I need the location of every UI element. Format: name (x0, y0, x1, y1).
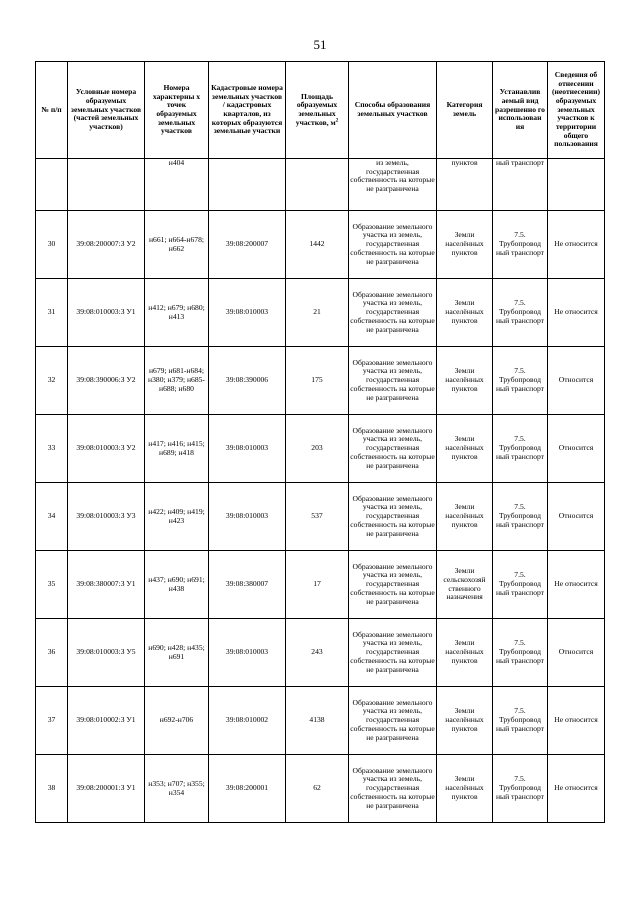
page-number: 51 (313, 37, 327, 52)
cell-permitted-use: 7.5. Трубопровод ный транспорт (493, 279, 548, 347)
header-area-superscript: 2 (335, 118, 339, 124)
cell-point-numbers: н437; н690; н691; н438 (145, 551, 209, 619)
cell-conditional-number (68, 159, 145, 211)
cell-land-category: Земли населённых пунктов (437, 211, 493, 279)
cell-cadastral-number: 39:08:010003 (209, 619, 286, 687)
cell-land-category: Земли сельскохозяй ственного назначения (437, 551, 493, 619)
cell-point-numbers: н690; н428; н435; н691 (145, 619, 209, 687)
cell-permitted-use: 7.5. Трубопровод ный транспорт (493, 687, 548, 755)
cell-num: 37 (36, 687, 68, 755)
cell-public-territory: Не относится (548, 211, 605, 279)
cell-permitted-use: 7.5. Трубопровод ный транспорт (493, 347, 548, 415)
cell-point-numbers: н353; н707; н355; н354 (145, 755, 209, 823)
cell-num: 30 (36, 211, 68, 279)
cell-area: 537 (286, 483, 349, 551)
header-conditional-numbers: Условные номера образуемых земельных участков (частей земельных участков) (68, 62, 145, 159)
cell-area: 17 (286, 551, 349, 619)
cell-cadastral-number: 39:08:200007 (209, 211, 286, 279)
cell-num (36, 159, 68, 211)
cell-area: 21 (286, 279, 349, 347)
cell-formation-method: Образование земельного участка из земель, государственная собственность на которые не разграничена (349, 687, 437, 755)
cell-permitted-use: 7.5. Трубопровод ный транспорт (493, 619, 548, 687)
header-num: № п/п (36, 62, 68, 159)
header-area-text: Площадь образуемых земельных участков, м (295, 91, 338, 127)
table-row (36, 415, 605, 483)
cell-area: 243 (286, 619, 349, 687)
cell-num: 33 (36, 415, 68, 483)
cell-public-territory: Относится (548, 483, 605, 551)
table-row (36, 755, 605, 823)
cell-land-category: Земли населённых пунктов (437, 619, 493, 687)
cell-land-category: Земли населённых пунктов (437, 347, 493, 415)
cell-land-category: Земли населённых пунктов (437, 279, 493, 347)
cell-point-numbers: н417; н416; н415; н689; н418 (145, 415, 209, 483)
header-row (36, 62, 605, 159)
cell-public-territory: Не относится (548, 755, 605, 823)
table-row (36, 687, 605, 755)
header-cadastral-numbers: Кадастровые номера земельных участков / кадастровых кварталов, из которых образуются земельные участки (209, 62, 286, 159)
cell-num: 38 (36, 755, 68, 823)
cell-area: 203 (286, 415, 349, 483)
cell-land-category: Земли населённых пунктов (437, 415, 493, 483)
table-row (36, 483, 605, 551)
header-public-territory: Сведения об отнесении (неотнесении) образуемых земельных участков к территории общего пользования (548, 62, 605, 159)
cell-permitted-use: 7.5. Трубопровод ный транспорт (493, 755, 548, 823)
cell-land-category: Земли населённых пунктов (437, 687, 493, 755)
cell-conditional-number: 39:08:010003:З У2 (68, 415, 145, 483)
cell-conditional-number: 39:08:010003:З У3 (68, 483, 145, 551)
cell-cadastral-number: 39:08:200001 (209, 755, 286, 823)
header-land-category: Категория земель (437, 62, 493, 159)
cell-conditional-number: 39:08:200007:З У2 (68, 211, 145, 279)
cell-area: 62 (286, 755, 349, 823)
table-row (36, 619, 605, 687)
cell-cadastral-number: 39:08:390006 (209, 347, 286, 415)
cell-cadastral-number: 39:08:010003 (209, 279, 286, 347)
cell-public-territory (548, 159, 605, 211)
cell-formation-method: Образование земельного участка из земель, государственная собственность на которые не разграничена (349, 347, 437, 415)
cell-land-category: Земли населённых пунктов (437, 755, 493, 823)
cell-formation-method: Образование земельного участка из земель, государственная собственность на которые не разграничена (349, 483, 437, 551)
cell-land-category: пунктов (437, 159, 493, 211)
cell-cadastral-number: 39:08:010002 (209, 687, 286, 755)
cell-conditional-number: 39:08:010002:З У1 (68, 687, 145, 755)
cell-public-territory: Относится (548, 619, 605, 687)
cell-point-numbers: н412; н679; н680; н413 (145, 279, 209, 347)
table-row (36, 211, 605, 279)
cell-formation-method: Образование земельного участка из земель, государственная собственность на которые не разграничена (349, 619, 437, 687)
cell-area: 175 (286, 347, 349, 415)
land-plots-table (35, 61, 605, 823)
cell-num: 32 (36, 347, 68, 415)
header-point-numbers: Номера характерны х точек образуемых земельных участков (145, 62, 209, 159)
table-row (36, 279, 605, 347)
continuation-row (36, 159, 605, 211)
cell-point-numbers: н404 (145, 159, 209, 211)
cell-conditional-number: 39:08:380007:З У1 (68, 551, 145, 619)
cell-point-numbers: н679; н681-н684; н380; н379; н685-н688; н680 (145, 347, 209, 415)
cell-conditional-number: 39:08:010003:З У1 (68, 279, 145, 347)
cell-permitted-use: 7.5. Трубопровод ный транспорт (493, 551, 548, 619)
cell-num: 31 (36, 279, 68, 347)
cell-permitted-use: ный транспорт (493, 159, 548, 211)
cell-point-numbers: н692-н706 (145, 687, 209, 755)
cell-public-territory: Не относится (548, 551, 605, 619)
cell-public-territory: Относится (548, 347, 605, 415)
header-formation-method: Способы образования земельных участков (349, 62, 437, 159)
header-permitted-use: Устанавлив аемый вид разрешенно го использован ия (493, 62, 548, 159)
cell-cadastral-number: 39:08:010003 (209, 483, 286, 551)
cell-public-territory: Не относится (548, 279, 605, 347)
header-area (286, 62, 349, 159)
table-row (36, 551, 605, 619)
cell-public-territory: Не относится (548, 687, 605, 755)
cell-conditional-number: 39:08:390006:З У2 (68, 347, 145, 415)
cell-num: 36 (36, 619, 68, 687)
cell-formation-method: Образование земельного участка из земель, государственная собственность на которые не разграничена (349, 211, 437, 279)
cell-permitted-use: 7.5. Трубопровод ный транспорт (493, 211, 548, 279)
cell-conditional-number: 39:08:010003:З У5 (68, 619, 145, 687)
cell-num: 35 (36, 551, 68, 619)
table-row (36, 347, 605, 415)
cell-formation-method: из земель, государственная собственность на которые не разграничена (349, 159, 437, 211)
cell-area (286, 159, 349, 211)
cell-land-category: Земли населённых пунктов (437, 483, 493, 551)
cell-num: 34 (36, 483, 68, 551)
cell-conditional-number: 39:08:200001:З У1 (68, 755, 145, 823)
cell-permitted-use: 7.5. Трубопровод ный транспорт (493, 415, 548, 483)
cell-permitted-use: 7.5. Трубопровод ный транспорт (493, 483, 548, 551)
cell-formation-method: Образование земельного участка из земель, государственная собственность на которые не разграничена (349, 551, 437, 619)
cell-point-numbers: н422; н409; н419; н423 (145, 483, 209, 551)
cell-point-numbers: н661; н664-н678; н662 (145, 211, 209, 279)
cell-public-territory: Относится (548, 415, 605, 483)
cell-area: 4138 (286, 687, 349, 755)
cell-cadastral-number: 39:08:380007 (209, 551, 286, 619)
cell-formation-method: Образование земельного участка из земель, государственная собственность на которые не разграничена (349, 279, 437, 347)
cell-cadastral-number: 39:08:010003 (209, 415, 286, 483)
cell-area: 1442 (286, 211, 349, 279)
cell-formation-method: Образование земельного участка из земель, государственная собственность на которые не разграничена (349, 755, 437, 823)
cell-formation-method: Образование земельного участка из земель, государственная собственность на которые не разграничена (349, 415, 437, 483)
cell-cadastral-number (209, 159, 286, 211)
